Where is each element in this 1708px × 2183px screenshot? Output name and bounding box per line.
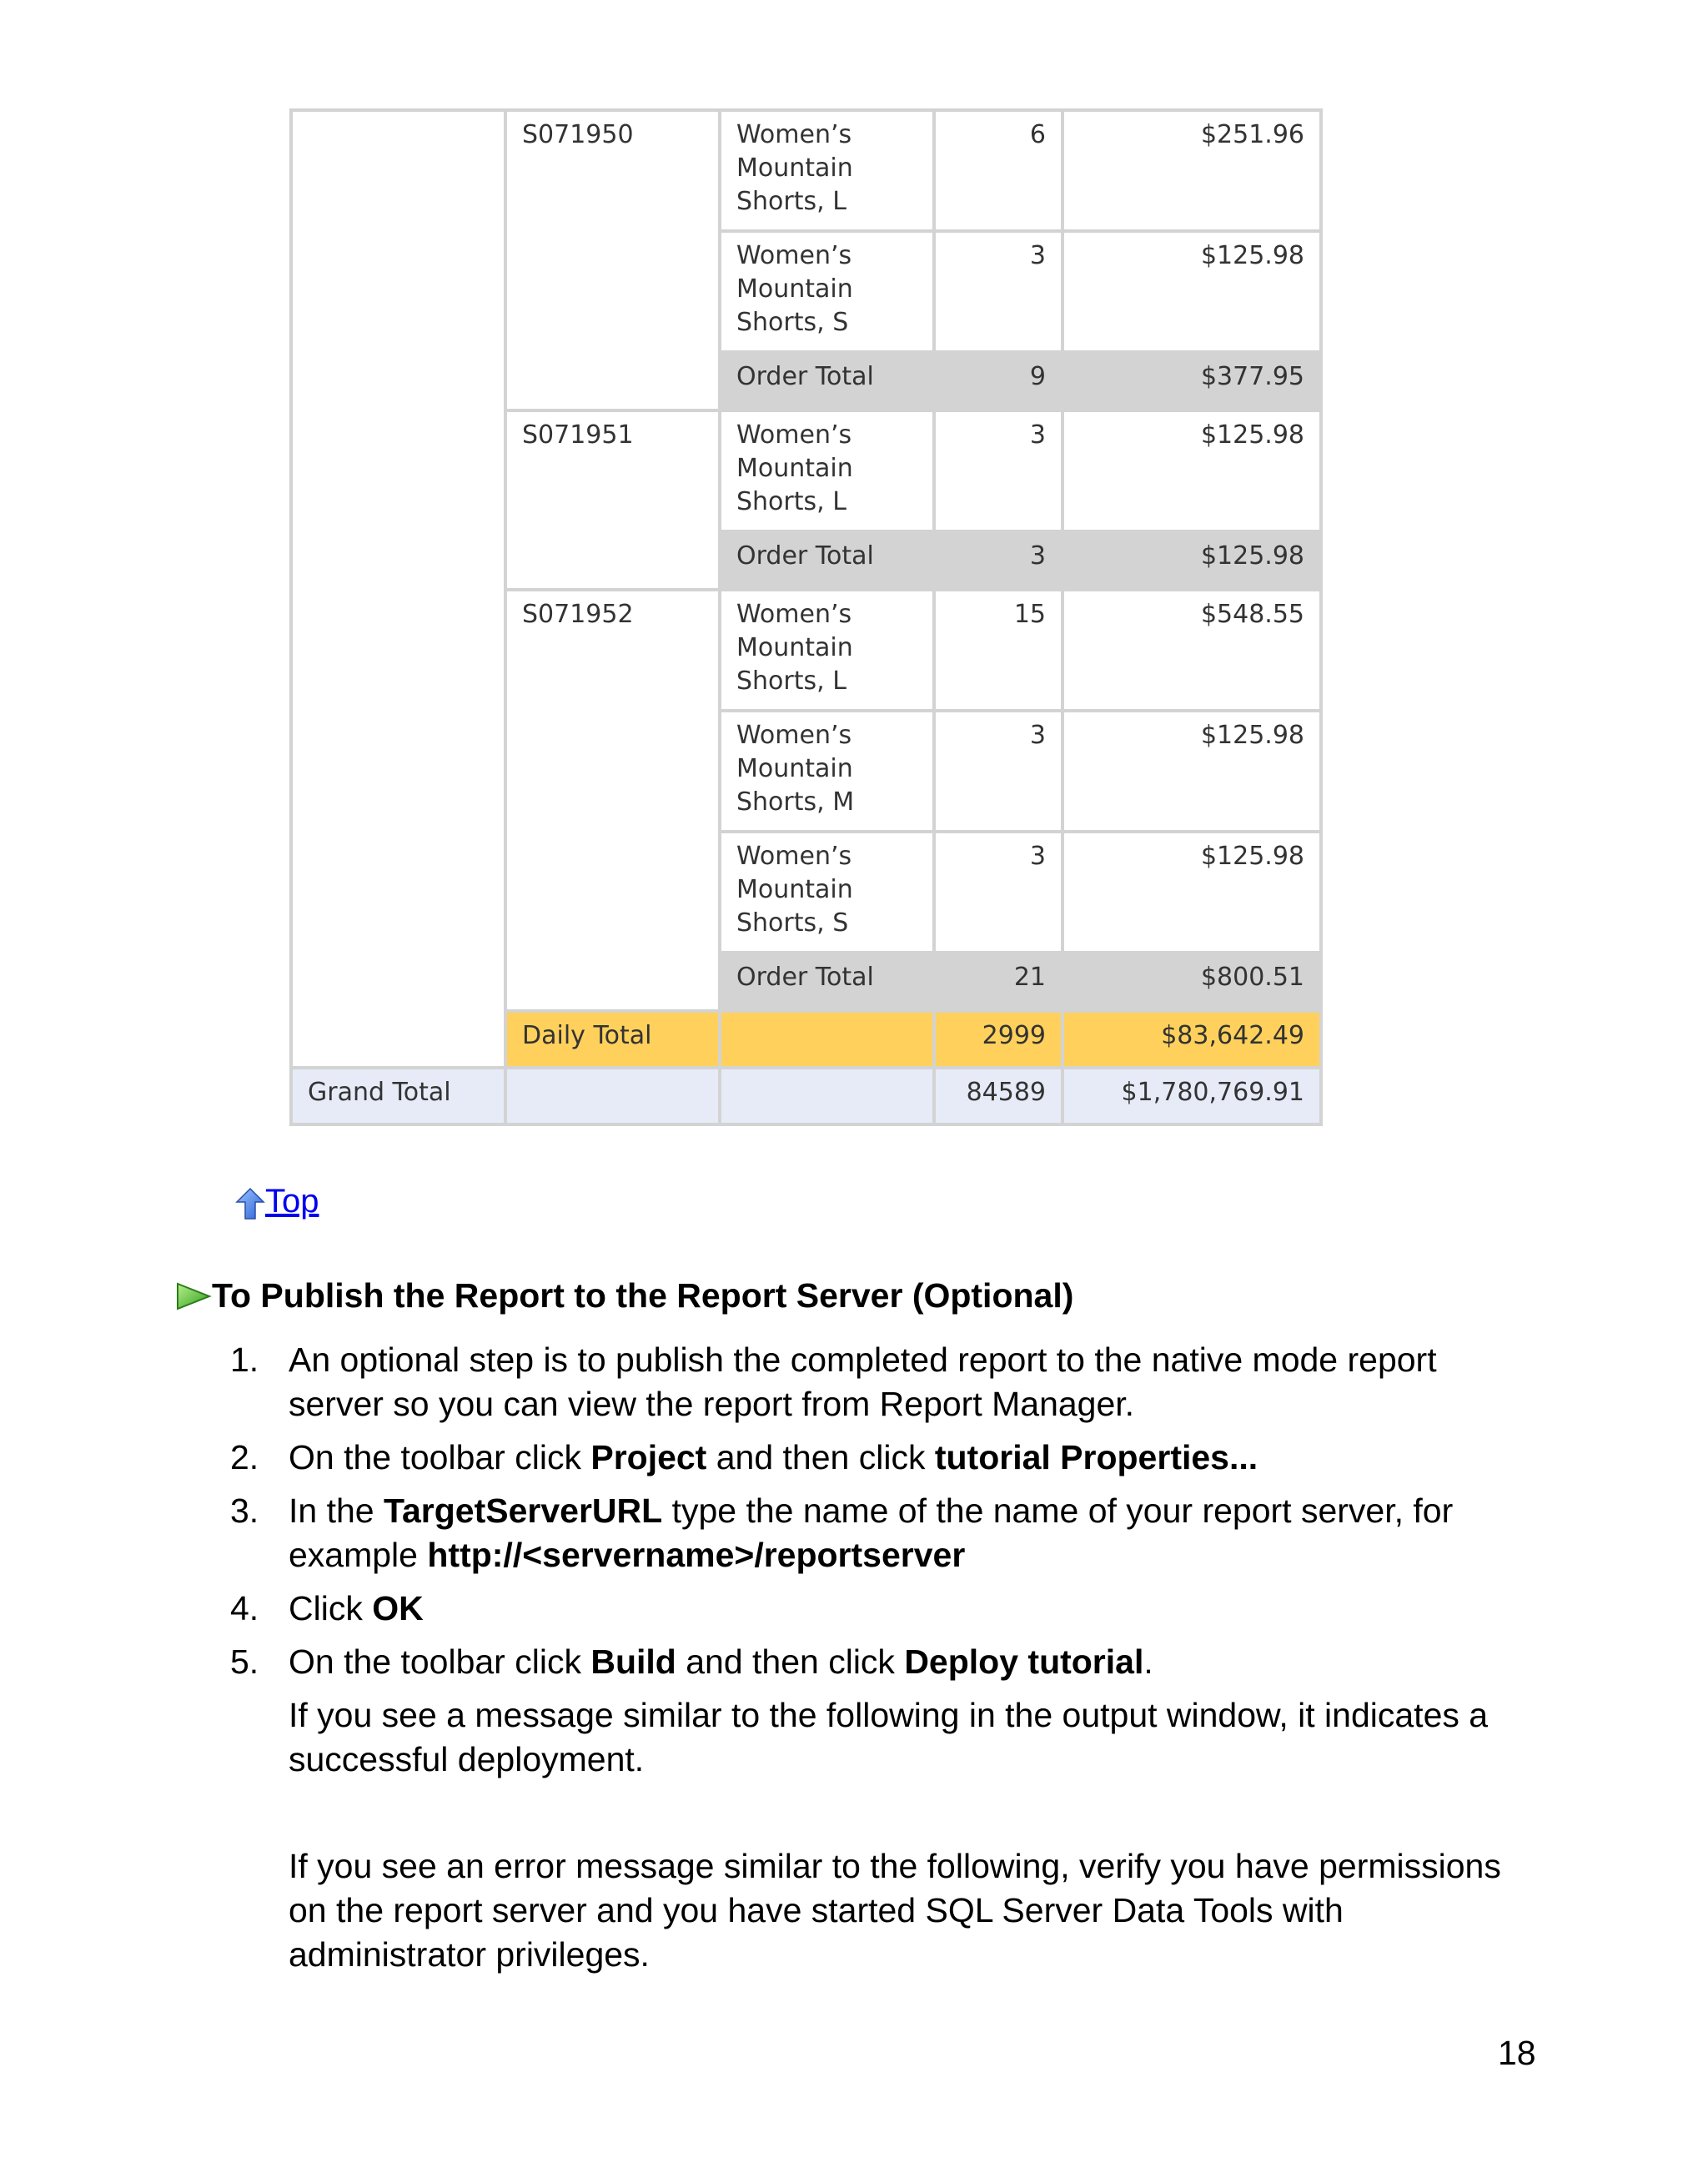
top-link[interactable] xyxy=(235,1183,319,1220)
order-total-amount: $125.98 xyxy=(1062,531,1321,590)
order-total-label: Order Total xyxy=(720,352,934,410)
step-item xyxy=(230,1338,1531,1426)
quantity-cell: 3 xyxy=(934,832,1062,953)
step-emphasis: Deploy tutorial xyxy=(904,1642,1144,1681)
amount-cell: $125.98 xyxy=(1062,832,1321,953)
grand-total-label: Grand Total xyxy=(291,1068,505,1124)
order-total-quantity: 3 xyxy=(934,531,1062,590)
order-number-cell: S071951 xyxy=(505,410,720,590)
product-cell: Women’s Mountain Shorts, L xyxy=(720,110,934,231)
step-emphasis: tutorial Properties... xyxy=(934,1438,1258,1476)
up-arrow-icon xyxy=(235,1187,265,1220)
sales-report-table xyxy=(289,108,1323,1126)
section-title: To Publish the Report to the Report Server (Optional) xyxy=(212,1276,1074,1315)
step-emphasis: http://<servername>/reportserver xyxy=(427,1536,966,1574)
steps-list xyxy=(230,1338,1531,1693)
step-number: 4. xyxy=(230,1589,259,1627)
success-paragraph: If you see a message similar to the following in the output window, it indicates a successful deployment. xyxy=(289,1696,1489,1778)
quantity-cell: 3 xyxy=(934,231,1062,352)
product-cell: Women’s Mountain Shorts, L xyxy=(720,590,934,711)
amount-cell: $125.98 xyxy=(1062,410,1321,531)
quantity-cell: 6 xyxy=(934,110,1062,231)
step-text: An optional step is to publish the completed report to the native mode report server so you can view the report from Report Manager. xyxy=(289,1340,1437,1423)
step-item xyxy=(230,1489,1531,1577)
daily-total-amount: $83,642.49 xyxy=(1062,1011,1321,1068)
page-number: 18 xyxy=(1498,2034,1536,2072)
step-number: 3. xyxy=(230,1491,259,1530)
step-emphasis: OK xyxy=(372,1589,424,1627)
daily-total-label: Daily Total xyxy=(505,1011,720,1068)
quantity-cell: 3 xyxy=(934,410,1062,531)
step-text: In the xyxy=(289,1491,384,1530)
amount-cell: $251.96 xyxy=(1062,110,1321,231)
step-item xyxy=(230,1640,1531,1684)
order-total-label: Order Total xyxy=(720,531,934,590)
product-cell: Women’s Mountain Shorts, M xyxy=(720,711,934,832)
order-number-cell: S071952 xyxy=(505,590,720,1011)
top-link-label[interactable]: Top xyxy=(265,1183,319,1220)
order-total-quantity: 9 xyxy=(934,352,1062,410)
section-heading xyxy=(175,1276,1073,1315)
step-text: type the name of the name of your report server, for example xyxy=(289,1491,1454,1574)
product-cell: Women’s Mountain Shorts, S xyxy=(720,832,934,953)
grand-total-quantity: 84589 xyxy=(934,1068,1062,1124)
amount-cell: $548.55 xyxy=(1062,590,1321,711)
amount-cell: $125.98 xyxy=(1062,711,1321,832)
grand-total-empty-cell xyxy=(505,1068,720,1124)
order-total-amount: $377.95 xyxy=(1062,352,1321,410)
grand-total-amount: $1,780,769.91 xyxy=(1062,1068,1321,1124)
step-number: 2. xyxy=(230,1438,259,1476)
error-paragraph: If you see an error message similar to the following, verify you have permissions on the report server and you have started SQL Server Data Tools with administrator privileges. xyxy=(289,1847,1501,1974)
step-number: 1. xyxy=(230,1340,259,1379)
amount-cell: $125.98 xyxy=(1062,231,1321,352)
grand-total-empty-cell xyxy=(720,1068,934,1124)
step-text: and then click xyxy=(676,1642,905,1681)
step-text: . xyxy=(1143,1642,1153,1681)
step-text: On the toolbar click xyxy=(289,1642,591,1681)
order-number-cell: S071950 xyxy=(505,110,720,410)
product-cell: Women’s Mountain Shorts, S xyxy=(720,231,934,352)
date-group-cell xyxy=(291,110,505,1068)
table-row xyxy=(291,110,1321,231)
quantity-cell: 15 xyxy=(934,590,1062,711)
step-emphasis: TargetServerURL xyxy=(383,1491,663,1530)
step-item xyxy=(230,1587,1531,1631)
order-total-quantity: 21 xyxy=(934,953,1062,1011)
step-number: 5. xyxy=(230,1642,259,1681)
order-total-label: Order Total xyxy=(720,953,934,1011)
step-text: Click xyxy=(289,1589,373,1627)
order-total-amount: $800.51 xyxy=(1062,953,1321,1011)
step-emphasis: Project xyxy=(590,1438,707,1476)
quantity-cell: 3 xyxy=(934,711,1062,832)
step-emphasis: Build xyxy=(590,1642,676,1681)
product-cell: Women’s Mountain Shorts, L xyxy=(720,410,934,531)
step-text: On the toolbar click xyxy=(289,1438,591,1476)
green-triangle-icon xyxy=(175,1281,212,1311)
daily-total-quantity: 2999 xyxy=(934,1011,1062,1068)
step-text: and then click xyxy=(706,1438,935,1476)
daily-total-empty-cell xyxy=(720,1011,934,1068)
step-item xyxy=(230,1436,1531,1480)
grand-total-row xyxy=(291,1068,1321,1124)
